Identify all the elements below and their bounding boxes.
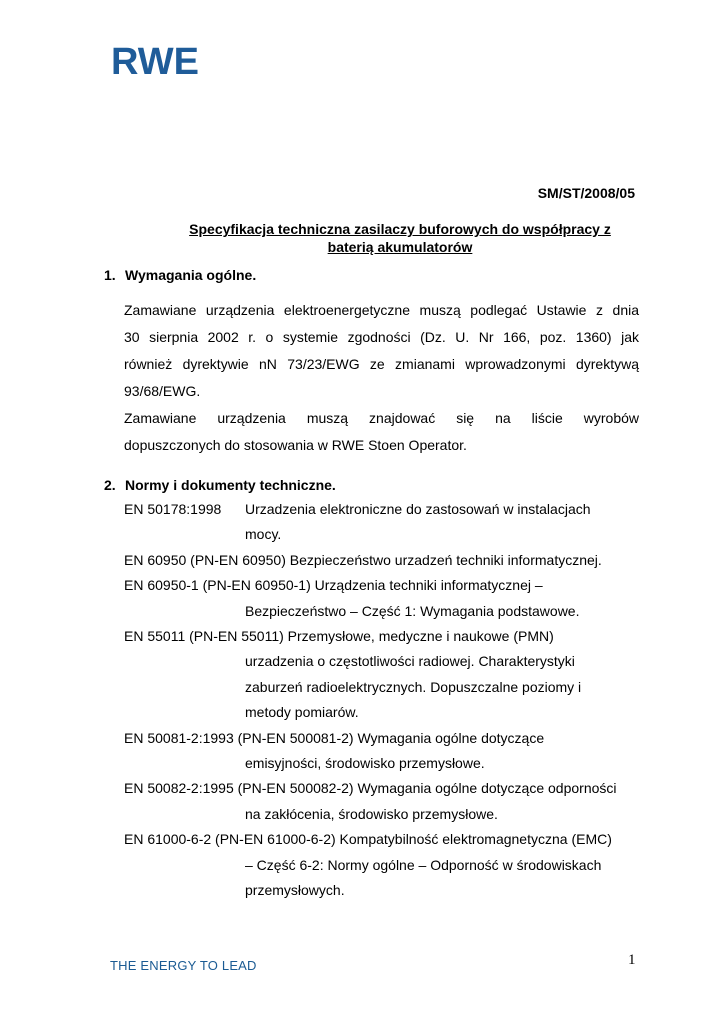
text-line: 30 sierpnia 2002 r. o systemie zgodności (Dz. U. Nr 166, poz. 1360) jak	[124, 329, 639, 345]
footer-slogan: THE ENERGY TO LEAD	[110, 958, 257, 973]
norm-item	[124, 827, 644, 903]
document-number: SM/ST/2008/05	[537, 185, 635, 201]
page-number: 1	[628, 952, 636, 968]
logo-text: RWE	[111, 42, 199, 80]
norm-continuation: – Część 6-2: Normy ogólne – Odporność w środowiskach	[245, 856, 602, 873]
section-number: 2.	[104, 477, 116, 493]
section-title: Normy i dokumenty techniczne.	[125, 477, 336, 493]
norm-line: EN 50081-2:1993 (PN-EN 500081-2) Wymagania ogólne dotyczące	[124, 729, 545, 746]
text-line: Zamawiane urządzenia elektroenergetyczne muszą podlegać Ustawie z dnia	[124, 302, 639, 318]
text-line: 93/68/EWG.	[124, 383, 201, 399]
section-heading-1	[104, 267, 256, 283]
norm-line: EN 55011 (PN-EN 55011) Przemysłowe, medyczne i naukowe (PMN)	[124, 628, 554, 645]
paragraph-requirements	[124, 297, 639, 405]
norm-continuation: urzadzenia o częstotliwości radiowej. Charakterystyki	[245, 653, 575, 670]
paragraph-approved-list	[124, 405, 639, 459]
section-number: 1.	[104, 267, 116, 283]
norm-line: EN 60950-1 (PN-EN 60950-1) Urządzenia techniki informatycznej –	[124, 577, 543, 594]
norm-item	[124, 624, 644, 726]
norm-continuation: Bezpieczeństwo – Część 1: Wymagania podstawowe.	[245, 602, 580, 619]
norm-line: EN 60950 (PN-EN 60950) Bezpieczeństwo urzadzeń techniki informatycznej.	[124, 551, 602, 568]
norm-continuation: na zakłócenia, środowisko przemysłowe.	[245, 805, 498, 822]
rwe-logo	[105, 42, 205, 80]
text-line: również dyrektywie nN 73/23/EWG ze zmianami wprowadzonymi dyrektywą	[124, 356, 639, 372]
norm-continuation: przemysłowych.	[245, 882, 345, 899]
norm-item	[124, 776, 644, 827]
norm-item	[124, 548, 644, 573]
norm-description: Urzadzenia elektroniczne do zastosowań w instalacjach	[245, 501, 591, 517]
norm-continuation: zaburzeń radioelektrycznych. Dopuszczalne poziomy i	[245, 678, 582, 695]
text-line: dopuszczonych do stosowania w RWE Stoen Operator.	[124, 437, 467, 453]
document-title	[120, 220, 680, 256]
title-line: Specyfikacja techniczna zasilaczy buforowych do współpracy z	[189, 221, 611, 237]
norm-item	[124, 497, 644, 548]
norm-id: EN 50178:1998	[124, 501, 222, 517]
section-heading-2	[104, 477, 336, 493]
title-line: baterią akumulatorów	[327, 239, 473, 255]
section-title: Wymagania ogólne.	[125, 267, 257, 283]
norm-line: EN 61000-6-2 (PN-EN 61000-6-2) Kompatybilność elektromagnetyczna (EMC)	[124, 831, 612, 848]
norm-continuation: emisyjności, środowisko przemysłowe.	[245, 755, 485, 772]
norm-continuation: metody pomiarów.	[245, 704, 359, 721]
norm-item	[124, 726, 644, 777]
text-line: Zamawiane urządzenia muszą znajdować się na liście wyrobów	[124, 410, 639, 426]
norm-item	[124, 573, 644, 624]
norms-list	[124, 497, 644, 904]
norm-line: EN 50082-2:1995 (PN-EN 500082-2) Wymagania ogólne dotyczące odporności	[124, 780, 617, 797]
norm-continuation: mocy.	[245, 526, 282, 543]
